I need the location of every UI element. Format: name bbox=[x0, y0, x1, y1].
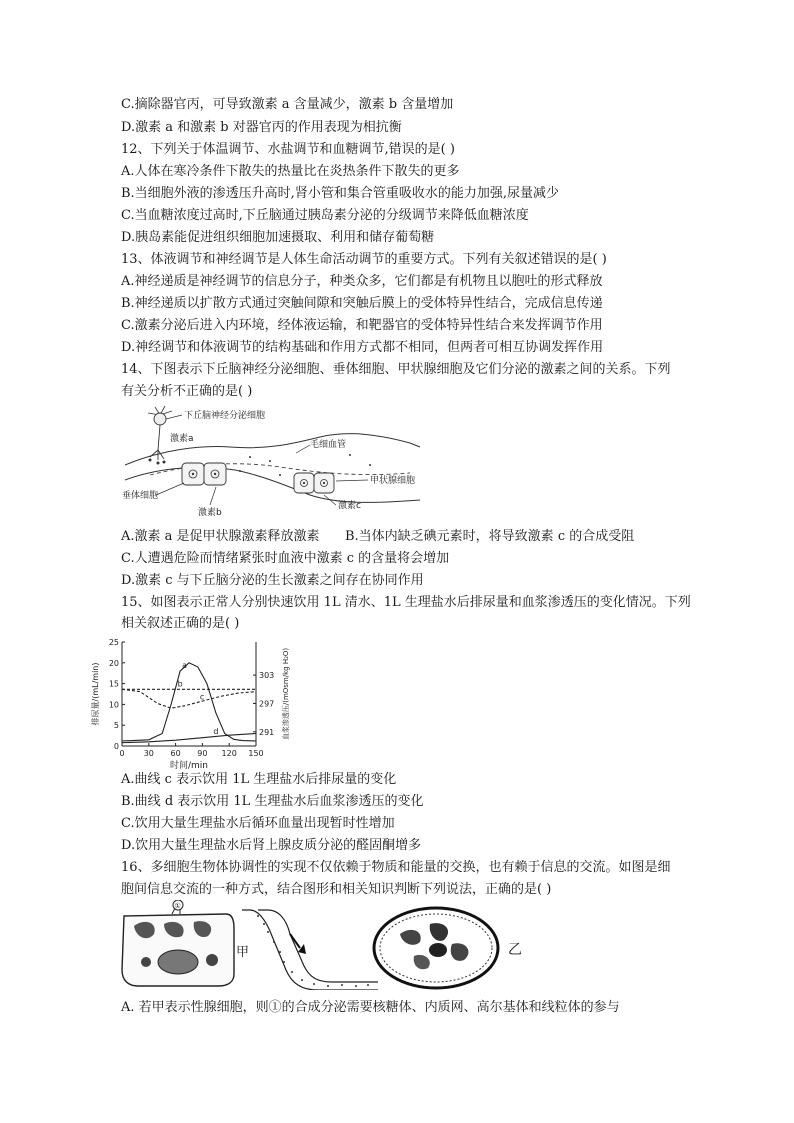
label-jia: 甲 bbox=[236, 945, 250, 960]
q15-stem-line1: 15、如图表示正常人分别快速饮用 1L 清水、1L 生理盐水后排尿量和血浆渗透压的变化情况。下列 bbox=[121, 595, 691, 610]
label-hormone-a: 激素a bbox=[170, 434, 194, 444]
x-tick-label: 150 bbox=[248, 749, 264, 758]
q13-option-a: A.神经递质是神经调节的信息分子，种类众多，它们都是有机物且以胞吐的形式释放 bbox=[121, 274, 603, 289]
y-right-axis-label: 血浆渗透压/(mOsm/kg H₂O) bbox=[282, 647, 290, 741]
y-left-axis-label: 排尿量/(mL/min) bbox=[91, 662, 100, 726]
label-pituitary: 垂体细胞 bbox=[122, 491, 159, 501]
label-hypothalamus: 下丘脑神经分泌细胞 bbox=[184, 411, 266, 421]
q13-option-c: C.激素分泌后进入内环境，经体液运输，和靶器官的受体特异性结合来发挥调节作用 bbox=[121, 318, 603, 333]
q16-stem-line2: 胞间信息交流的一种方式，结合图形和相关知识判断下列说法，正确的是( ) bbox=[121, 882, 552, 897]
q16-stem-line1: 16、多细胞生物体协调性的实现不仅依赖于物质和能量的交换，也有赖于信息的交流。如图是细 bbox=[121, 860, 671, 875]
cell-jia bbox=[122, 904, 234, 986]
label-marker-1: ① bbox=[174, 902, 181, 910]
y-left-tick-label: 15 bbox=[108, 679, 119, 689]
q15-option-c: C.饮用大量生理盐水后循环血量出现暂时性增加 bbox=[121, 816, 395, 831]
q15-stem-line2: 相关叙述正确的是( ) bbox=[121, 616, 240, 631]
q15-option-d: D.饮用大量生理盐水后肾上腺皮质分泌的醛固酮增多 bbox=[121, 838, 422, 853]
q12-option-c: C.当血糖浓度过高时,下丘脑通过胰岛素分泌的分级调节来降低血糖浓度 bbox=[121, 208, 529, 223]
q12-option-d: D.胰岛素能促进组织细胞加速摄取、利用和储存葡萄糖 bbox=[121, 230, 435, 245]
q14-option-a: A.激素 a 是促甲状腺激素释放激素 bbox=[121, 529, 320, 544]
series-line-a bbox=[122, 663, 256, 741]
x-tick-label: 120 bbox=[221, 749, 237, 758]
signal-molecules bbox=[257, 915, 369, 987]
series-label-c: c bbox=[199, 692, 205, 702]
series-line-c bbox=[122, 689, 256, 708]
q13-stem: 13、体液调节和神经调节是人体生命活动调节的重要方式。下列有关叙述错误的是( ) bbox=[121, 252, 607, 267]
y-left-tick-label: 20 bbox=[108, 658, 119, 668]
series-line-d bbox=[122, 734, 256, 743]
q11-option-d: D.激素 a 和激素 b 对器官丙的作用表现为相抗衡 bbox=[121, 120, 402, 135]
q13-option-b: B.神经递质以扩散方式通过突触间隙和突触后膜上的受体特异性结合，完成信息传递 bbox=[121, 296, 603, 311]
label-capillary: 毛细血管 bbox=[310, 440, 347, 450]
y-left-tick-label: 5 bbox=[113, 721, 119, 731]
q14-option-c: C.人遭遇危险而情绪紧张时血液中激素 c 的含量将会增加 bbox=[121, 551, 450, 566]
q12-stem: 12、下列关于体温调节、水盐调节和血糖调节,错误的是( ) bbox=[121, 142, 455, 157]
vessel-lower bbox=[242, 910, 378, 990]
q11-option-c: C.摘除器官丙，可导致激素 a 含量减少，激素 b 含量增加 bbox=[121, 97, 454, 112]
q14-stem-line1: 14、下图表示下丘脑神经分泌细胞、垂体细胞、甲状腺细胞及它们分泌的激素之间的关系。下列 bbox=[121, 362, 671, 377]
q14-option-d: D.激素 c 与下丘脑分泌的生长激素之间存在协同作用 bbox=[121, 573, 424, 588]
q12-option-a: A.人体在寒冷条件下散失的热量比在炎热条件下散失的更多 bbox=[121, 164, 460, 179]
q14-stem-line2: 有关分析不正确的是( ) bbox=[121, 384, 253, 399]
label-yi: 乙 bbox=[508, 942, 522, 958]
y-right-tick-label: 297 bbox=[259, 699, 275, 709]
series-label-d: d bbox=[213, 726, 219, 736]
y-left-tick-label: 10 bbox=[108, 700, 119, 710]
y-left-tick-label: 25 bbox=[108, 638, 119, 647]
label-hormone-b: 激素b bbox=[198, 508, 222, 518]
label-thyroid: 甲状腺细胞 bbox=[370, 476, 416, 486]
y-right-tick-label: 303 bbox=[259, 671, 275, 681]
x-tick-label: 0 bbox=[119, 749, 125, 758]
x-tick-label: 90 bbox=[197, 749, 208, 758]
y-left-tick-label: 0 bbox=[113, 742, 119, 751]
cell-yi bbox=[374, 908, 498, 988]
q15-chart bbox=[86, 634, 296, 770]
x-axis-label: 时间/min bbox=[169, 761, 209, 770]
series-label-a: a bbox=[182, 661, 187, 671]
q14-figure bbox=[120, 405, 440, 520]
label-hormone-c: 激素c bbox=[338, 501, 361, 511]
q16-option-a: A. 若甲表示性腺细胞，则①的合成分泌需要核糖体、内质网、高尔基体和线粒体的参与 bbox=[121, 1000, 620, 1015]
x-tick-label: 60 bbox=[170, 749, 181, 758]
q16-figure bbox=[118, 900, 558, 990]
series-label-b: b bbox=[177, 679, 183, 689]
q15-option-a: A.曲线 c 表示饮用 1L 生理盐水后排尿量的变化 bbox=[121, 772, 397, 787]
y-right-tick-label: 291 bbox=[259, 727, 275, 737]
thyroid-cells bbox=[294, 473, 334, 493]
q14-option-b: B.当体内缺乏碘元素时，将导致激素 c 的合成受阻 bbox=[345, 529, 635, 544]
q15-option-b: B.曲线 d 表示饮用 1L 生理盐水后血浆渗透压的变化 bbox=[121, 794, 424, 809]
x-tick-label: 30 bbox=[143, 749, 154, 758]
q13-option-d: D.神经调节和体液调节的结构基础和作用方式都不相同，但两者可相互协调发挥作用 bbox=[121, 340, 604, 355]
q12-option-b: B.当细胞外液的渗透压升高时,肾小管和集合管重吸收水的能力加强,尿量减少 bbox=[121, 186, 559, 201]
pituitary-cells bbox=[182, 463, 226, 485]
